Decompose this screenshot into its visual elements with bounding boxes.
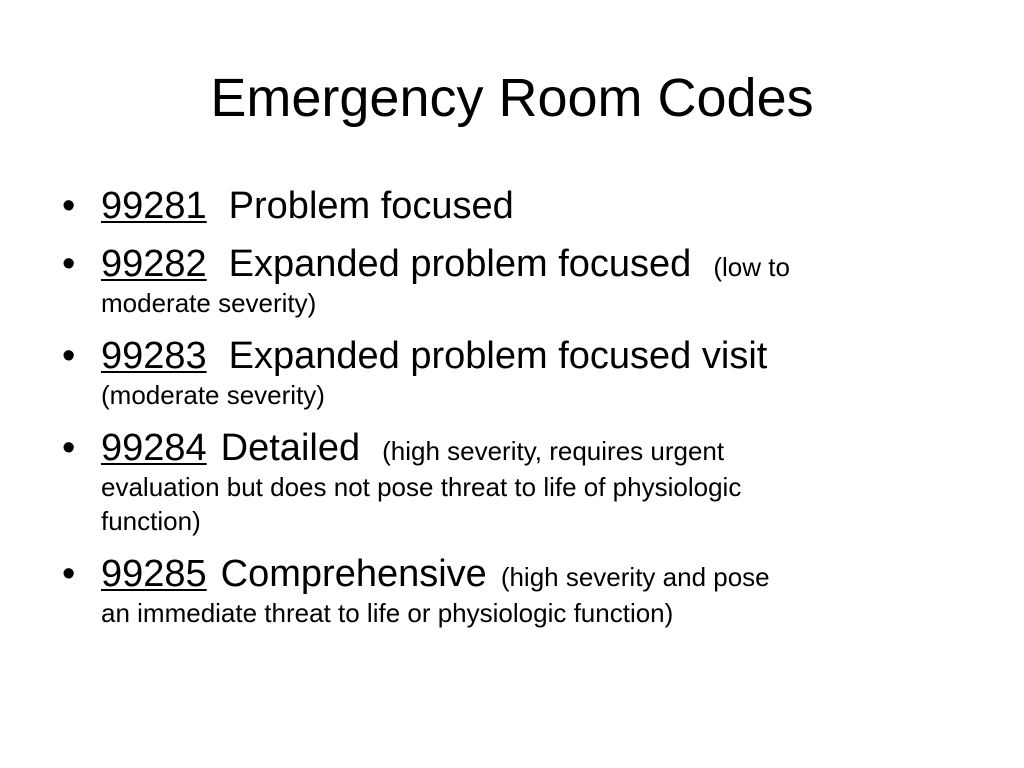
item-line [101, 184, 956, 228]
bullet-icon: • [62, 243, 76, 285]
item-line [101, 334, 956, 378]
item-note-continuation: moderate severity) [101, 288, 317, 318]
slide-title: Emergency Room Codes [210, 68, 814, 128]
bullet-icon: • [62, 185, 76, 227]
item-code: 99281 [101, 185, 207, 227]
bullet-icon: • [62, 427, 76, 469]
item-description: Expanded problem focused [228, 243, 692, 285]
item-line [101, 552, 956, 596]
bullet-icon: • [62, 553, 76, 595]
item-line [101, 426, 956, 470]
item-note-continuation: an immediate threat to life or physiologic function) [101, 598, 674, 628]
item-description: Problem focused [228, 185, 514, 227]
item-note: (high severity and pose [500, 562, 770, 592]
list-item [56, 242, 956, 320]
item-note-continuation: evaluation but does not pose threat to life of physiologic [101, 472, 742, 502]
list-item [56, 334, 956, 412]
code-list [56, 184, 956, 644]
item-code: 99282 [101, 243, 207, 285]
item-code: 99283 [101, 335, 207, 377]
item-description: Detailed [220, 427, 361, 469]
item-note: (low to [713, 252, 790, 282]
item-description: Comprehensive [220, 553, 487, 595]
item-note-continuation: function) [101, 506, 201, 536]
item-note-continuation: (moderate severity) [101, 380, 325, 410]
item-note: (high severity, requires urgent [382, 436, 725, 466]
list-item [56, 426, 956, 538]
list-item [56, 184, 956, 228]
list-item [56, 552, 956, 630]
item-description: Expanded problem focused visit [228, 335, 768, 377]
item-code: 99285 [101, 553, 207, 595]
item-line [101, 242, 956, 286]
bullet-icon: • [62, 335, 76, 377]
item-code: 99284 [101, 427, 207, 469]
